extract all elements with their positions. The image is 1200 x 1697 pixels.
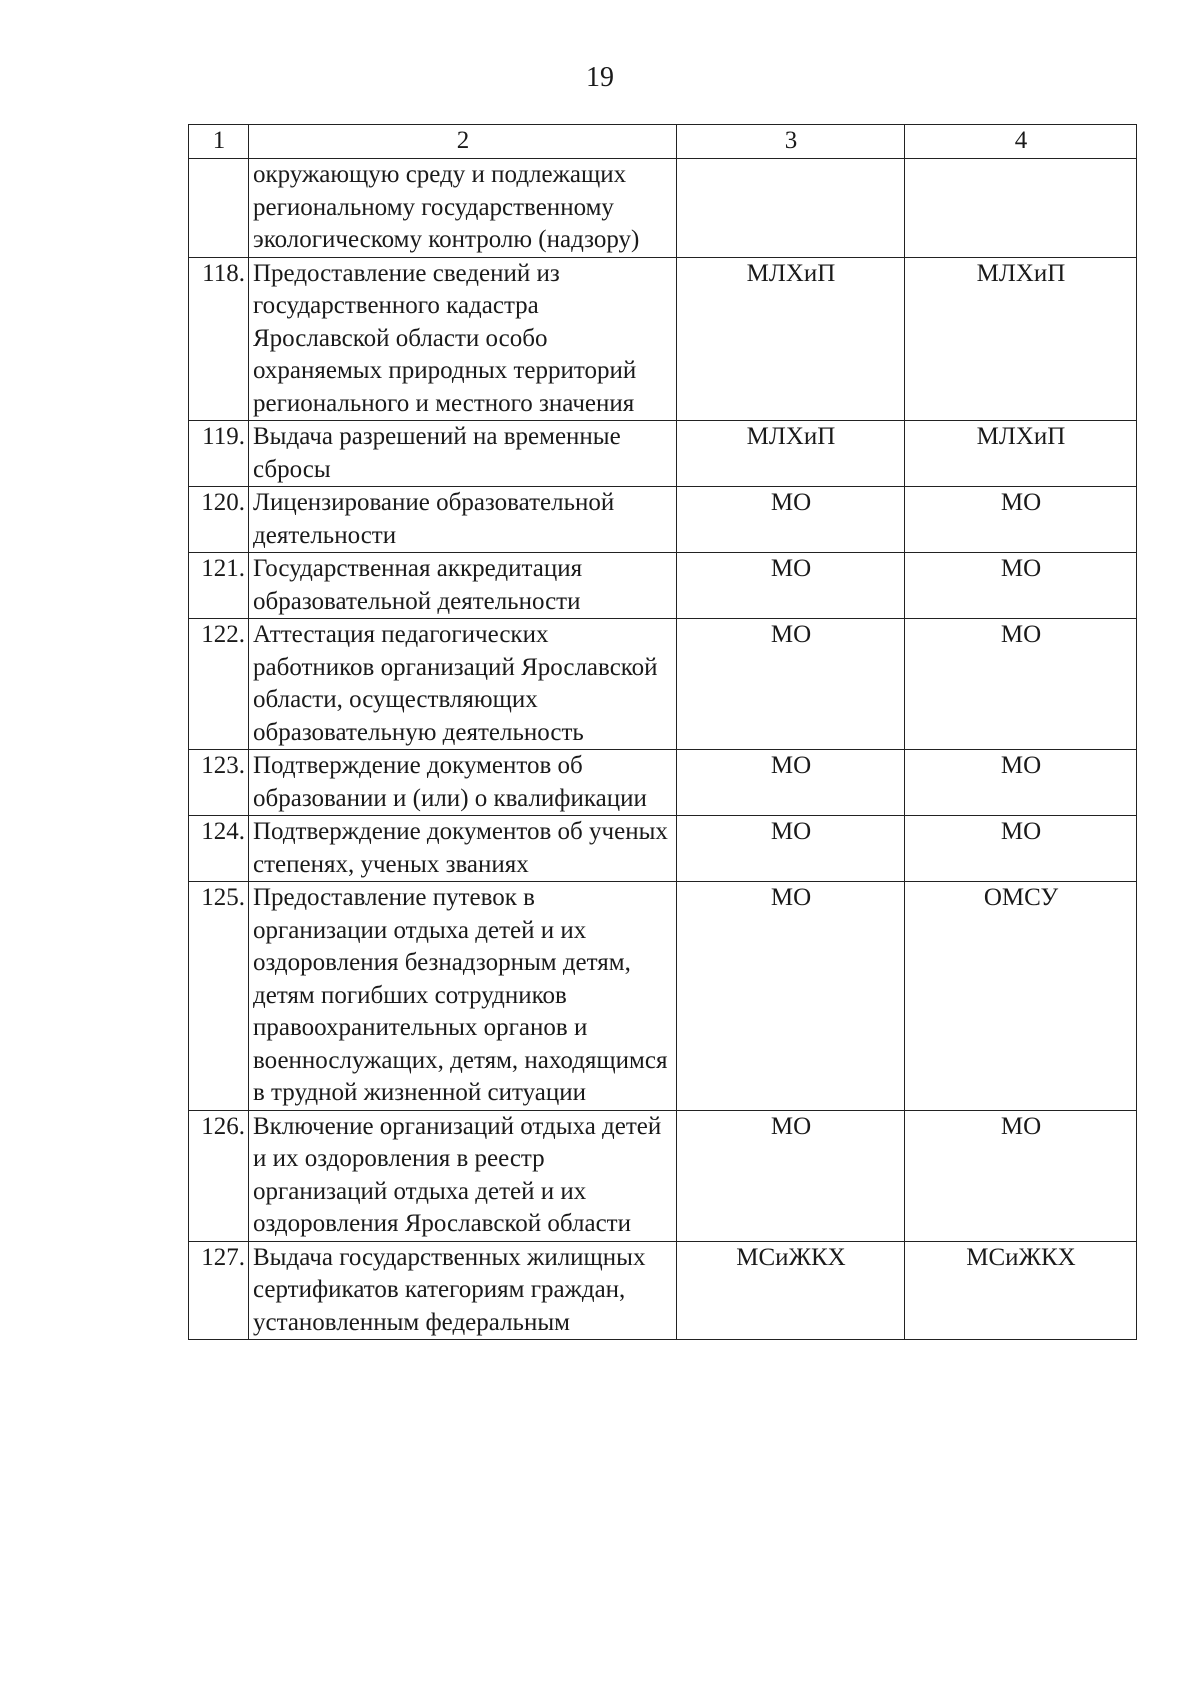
row-authority-col3: МО [677, 619, 905, 750]
row-service-name: Подтверждение документов об образовании и (или) о квалификации [249, 750, 677, 816]
table-row [189, 619, 1137, 750]
row-authority-col3: МО [677, 553, 905, 619]
row-service-name: Лицензирование образовательной деятельности [249, 487, 677, 553]
row-service-name: Подтверждение документов об ученых степенях, ученых званиях [249, 816, 677, 882]
row-authority-col4: МСиЖКХ [905, 1241, 1137, 1340]
row-authority-col4: ОМСУ [905, 882, 1137, 1111]
row-authority-col3: МО [677, 882, 905, 1111]
row-service-name: окружающую среду и подлежащих региональному государственному экологическому контролю (надзору) [249, 159, 677, 258]
header-cell-2: 2 [249, 125, 677, 159]
services-table [188, 124, 1137, 1340]
row-number [189, 159, 249, 258]
row-number: 126. [189, 1110, 249, 1241]
row-authority-col3: МСиЖКХ [677, 1241, 905, 1340]
table-row [189, 1110, 1137, 1241]
row-number: 118. [189, 257, 249, 421]
row-authority-col4 [905, 159, 1137, 258]
page-number: 19 [586, 62, 614, 93]
row-service-name: Аттестация педагогических работников организаций Ярославской области, осуществляющих образовательную деятельность [249, 619, 677, 750]
row-service-name: Предоставление путевок в организации отдыха детей и их оздоровления безнадзорным детям, детям погибших сотрудников правоохранительных органов и военнослужащих, детям, находящимся в трудной жизненной ситуации [249, 882, 677, 1111]
row-service-name: Выдача разрешений на временные сбросы [249, 421, 677, 487]
table-row [189, 882, 1137, 1111]
table-row [189, 1241, 1137, 1340]
table-row [189, 816, 1137, 882]
table-row [189, 257, 1137, 421]
row-authority-col3: МО [677, 1110, 905, 1241]
row-number: 119. [189, 421, 249, 487]
row-authority-col3: МО [677, 816, 905, 882]
row-authority-col4: МО [905, 750, 1137, 816]
table-row [189, 750, 1137, 816]
table-row [189, 553, 1137, 619]
row-authority-col3: МО [677, 487, 905, 553]
header-cell-4: 4 [905, 125, 1137, 159]
row-authority-col4: МО [905, 816, 1137, 882]
row-authority-col3: МЛХиП [677, 421, 905, 487]
row-number: 123. [189, 750, 249, 816]
row-number: 121. [189, 553, 249, 619]
row-authority-col4: МЛХиП [905, 421, 1137, 487]
row-authority-col4: МЛХиП [905, 257, 1137, 421]
table-row [189, 421, 1137, 487]
row-number: 127. [189, 1241, 249, 1340]
row-service-name: Государственная аккредитация образовательной деятельности [249, 553, 677, 619]
row-service-name: Выдача государственных жилищных сертификатов категориям граждан, установленным федеральным [249, 1241, 677, 1340]
table-row [189, 159, 1137, 258]
row-number: 120. [189, 487, 249, 553]
header-cell-1: 1 [189, 125, 249, 159]
row-number: 125. [189, 882, 249, 1111]
row-service-name: Включение организаций отдыха детей и их оздоровления в реестр организаций отдыха детей и их оздоровления Ярославской области [249, 1110, 677, 1241]
row-number: 124. [189, 816, 249, 882]
row-authority-col4: МО [905, 553, 1137, 619]
row-authority-col3: МО [677, 750, 905, 816]
row-authority-col4: МО [905, 487, 1137, 553]
row-authority-col4: МО [905, 619, 1137, 750]
row-number: 122. [189, 619, 249, 750]
table-row [189, 487, 1137, 553]
header-cell-3: 3 [677, 125, 905, 159]
table-header-row [189, 125, 1137, 159]
row-authority-col3 [677, 159, 905, 258]
row-authority-col3: МЛХиП [677, 257, 905, 421]
row-authority-col4: МО [905, 1110, 1137, 1241]
row-service-name: Предоставление сведений из государственного кадастра Ярославской области особо охраняемых природных территорий регионального и местного значения [249, 257, 677, 421]
